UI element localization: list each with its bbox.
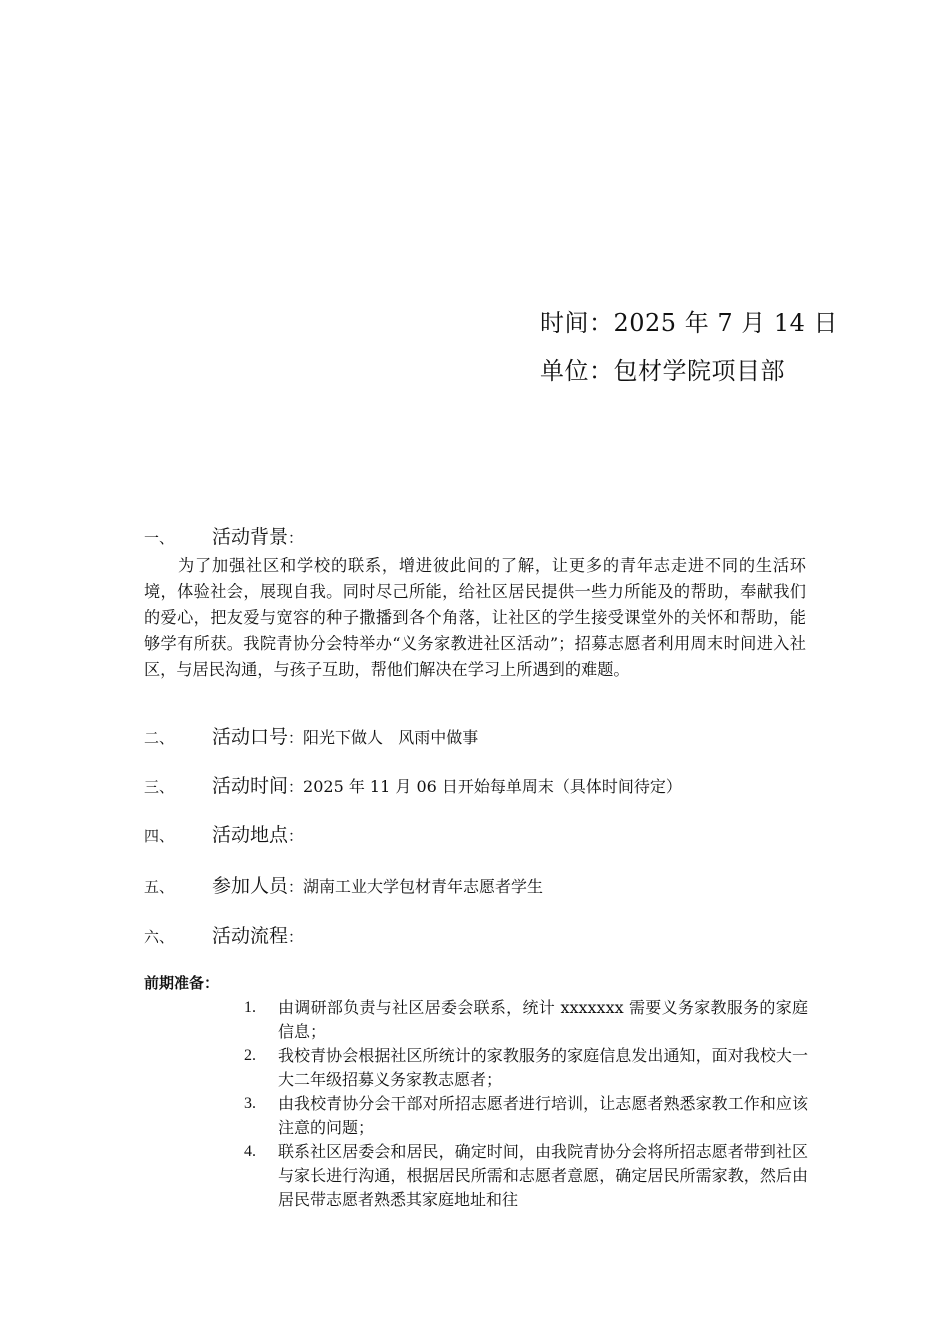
section-heading: 活动口号 [212, 726, 289, 748]
prep-steps-list [244, 996, 808, 1212]
section-colon: ： [288, 827, 304, 845]
step-text: 由我校青协分会干部对所招志愿者进行培训，让志愿者熟悉家教工作和应该注意的问题； [278, 1094, 808, 1137]
list-item [244, 1044, 808, 1092]
section-number: 四、 [144, 827, 175, 845]
step-number: 3. [244, 1095, 256, 1112]
section-colon: ： [288, 878, 304, 896]
step-text: 我校青协会根据社区所统计的家教服务的家庭信息发出通知，面对我校大一大二年级招募义务家教志愿者； [278, 1046, 808, 1089]
section-background [144, 522, 814, 683]
section-process [144, 921, 814, 948]
section-heading-row [144, 722, 814, 749]
step-number: 4. [244, 1143, 256, 1160]
section-heading-row [144, 771, 814, 798]
section-heading-row [144, 522, 814, 549]
section-colon: ： [288, 928, 304, 946]
unit-line: 单位：包材学院项目部 [540, 357, 785, 385]
section-colon: ： [288, 529, 304, 547]
section-number: 三、 [144, 778, 175, 796]
section-heading: 活动时间 [212, 775, 289, 797]
step-text: 由调研部负责与社区居委会联系，统计 xxxxxxx 需要义务家教服务的家庭信息； [278, 998, 808, 1041]
step-text: 联系社区居委会和居民，确定时间，由我院青协分会将所招志愿者带到社区与家长进行沟通，根据居民所需和志愿者意愿，确定居民所需家教，然后由居民带志愿者熟悉其家庭地址和往 [278, 1142, 808, 1209]
section-colon: ： [288, 778, 304, 796]
section-heading-row [144, 921, 814, 948]
section-number: 五、 [144, 878, 175, 896]
section-heading: 参加人员 [212, 875, 289, 897]
section-location [144, 820, 814, 847]
section-heading: 活动地点 [212, 824, 289, 846]
section-value: 湖南工业大学包材青年志愿者学生 [303, 877, 544, 896]
section-heading: 活动背景 [212, 526, 289, 548]
section-time [144, 771, 814, 798]
section-number: 一、 [144, 529, 175, 547]
step-number: 1. [244, 999, 256, 1016]
section-number: 二、 [144, 729, 175, 747]
list-item [244, 1140, 808, 1212]
section-number: 六、 [144, 928, 175, 946]
list-item [244, 996, 808, 1044]
section-heading-row [144, 820, 814, 847]
date-line: 时间：2025 年 7 月 14 日 [540, 309, 839, 337]
background-paragraph: 为了加强社区和学校的联系，增进彼此间的了解，让更多的青年志走进不同的生活环境，体验社会，展现自我。同时尽己所能，给社区居民提供一些力所能及的帮助，奉献我们的爱心，把友爱与宽容的种子撒播到各个角落，让社区的学生接受课堂外的关怀和帮助，能够学有所获。我院青协分会特举办“义务家教进社区活动”；招募志愿者利用周末时间进入社区，与居民沟通，与孩子互助，帮他们解决在学习上所遇到的难题。 [144, 556, 806, 679]
step-number: 2. [244, 1047, 256, 1064]
section-value: 2025 年 11 月 06 日开始每单周末（具体时间待定） [303, 777, 682, 796]
section-value: 阳光下做人 风雨中做事 [303, 728, 479, 747]
prep-title: 前期准备： [144, 974, 220, 992]
section-heading-row [144, 871, 814, 898]
section-heading: 活动流程 [212, 925, 289, 947]
section-colon: ： [288, 729, 304, 747]
section-slogan [144, 722, 814, 749]
list-item [244, 1092, 808, 1140]
section-participants [144, 871, 814, 898]
